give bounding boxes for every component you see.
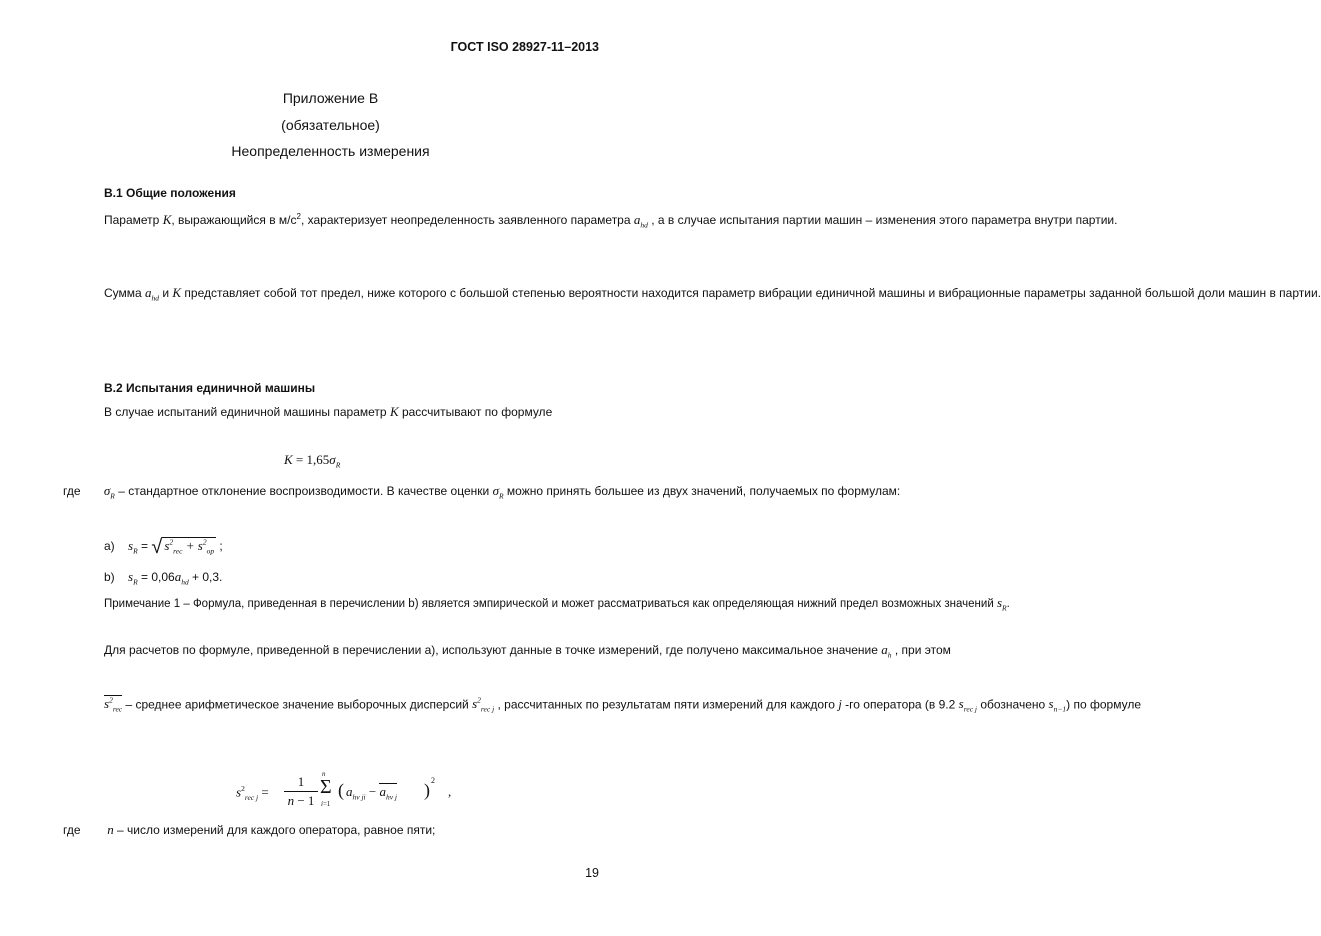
appendix-subject: Неопределенность измерения xyxy=(231,143,430,159)
standard-header: ГОСТ ISO 28927-11–2013 xyxy=(450,40,599,54)
section-b2-para1: В случае испытаний единичной машины параметр K рассчитывают по формуле xyxy=(104,404,553,419)
appendix-title: Приложение В xyxy=(282,90,379,106)
section-b2-para2: Для расчетов по формуле, приведенной в перечислении а), используют данные в точке измерений, где получено максимальное значение $a_h$ , при этом xyxy=(104,642,951,660)
section-b1-para1: Параметр K, выражающийся в $м/с^2$, характеризует неопределенность заявленного параметра $a_{hd}$ , а в случае испытания партии машин – изменения этого параметра внутри партии. xyxy=(104,212,1118,230)
item-a: а) $s_R$ = √ $s^2_{rec} + s^2_{op}$ ; xyxy=(104,536,223,558)
section-b2-heading: В.2 Испытания единичной машины xyxy=(104,381,316,395)
note-1: Примечание 1 – Формула, приведенная в перечислении b) является эмпирической и может рассматриваться как определяющая нижний предел возможных значений $s_R$. xyxy=(104,595,1010,613)
section-b1-heading: В.1 Общие положения xyxy=(104,186,236,200)
item-b: b) $s_R = 0,06a_{hd} + 0,3$. xyxy=(104,569,223,587)
where-n: где n – число измерений для каждого оператора, равное пяти; xyxy=(63,822,436,837)
section-b2-para3: $s^2_{rec}$ – среднее арифметическое значение выборочных дисперсий $s^2_{rec j}$ , рассчитанных по результатам пяти измерений для каждого j -го оператора (в 9.2 $s_{rec j}$ обозначено $s_{n-1}$) по формуле xyxy=(104,696,1141,714)
page-number: 19 xyxy=(585,866,599,880)
section-b1-para2: Сумма $a_{hd}$ и K представляет собой тот предел, ниже которого с большой степенью вероятности находится параметр вибрации единичной машины и вибрационные параметры заданной большой доли машин в партии. xyxy=(104,285,1321,303)
formula-k: $K = 1,65\sigma_R$ xyxy=(284,452,341,470)
where-sigma-r: где $\sigma_R$ – стандартное отклонение воспроизводимости. В качестве оценки $\sigma_R$ можно принять большее из двух значений, получаемых по формулам: xyxy=(63,483,901,501)
document-page: ГОСТ ISO 28927-11–2013 Приложение В (обязательное) Неопределенность измерения В.1 Общие положения Параметр K, выражающийся в $м/с^2$, характеризует неопределенность заявленного параметра $a_{hd}$ , а в случае испытания партии машин – изменения этого параметра внутри партии. Сумма $a_{hd}$ и K представляет собой тот предел, ниже которого с большой степенью вероятности находится параметр вибрации единичной машины и вибрационные параметры заданной большой доли машин в партии. В.2 Испытания единичной машины В случае испытаний единичной машины параметр K рассчитывают по формуле $K = 1,65\sigma_R$ где $\sigma_R$ – стандартное отклонение воспроизводимости. В качестве оценки $\sigma_R$ можно принять большее из двух значений, получаемых по формулам: а) $s_R$ = √ $s^2_{rec} + s^2_{op}$ ; b) $s_R = 0,06a_{hd} + 0,3$. Примечание 1 – Формула, приведенная в перечислении b) является эмпирической и может рассматриваться как определяющая нижний предел возможных значений $s_R$. Для расчетов по формуле, приведенной в перечислении а), используют данные в точке измерений, где получено максимальное значение $a_h$ , при этом $s^2_{rec}$ – среднее арифметическое значение выборочных дисперсий $s^2_{rec j}$ , рассчитанных по результатам пяти измерений для каждого j -го оператора (в 9.2 $s_{rec j}$ обозначено $s_{n-1}$) по формуле $s^2_{rec j}$ = 1 n − 1 n Σ i=1 ( $a_{hv ji} - a_{hv j}$ ) 2 , где n – число измерений для каждого оператора, равное пяти; 19 xyxy=(0,0,661,936)
appendix-status: (обязательное) xyxy=(281,117,380,133)
